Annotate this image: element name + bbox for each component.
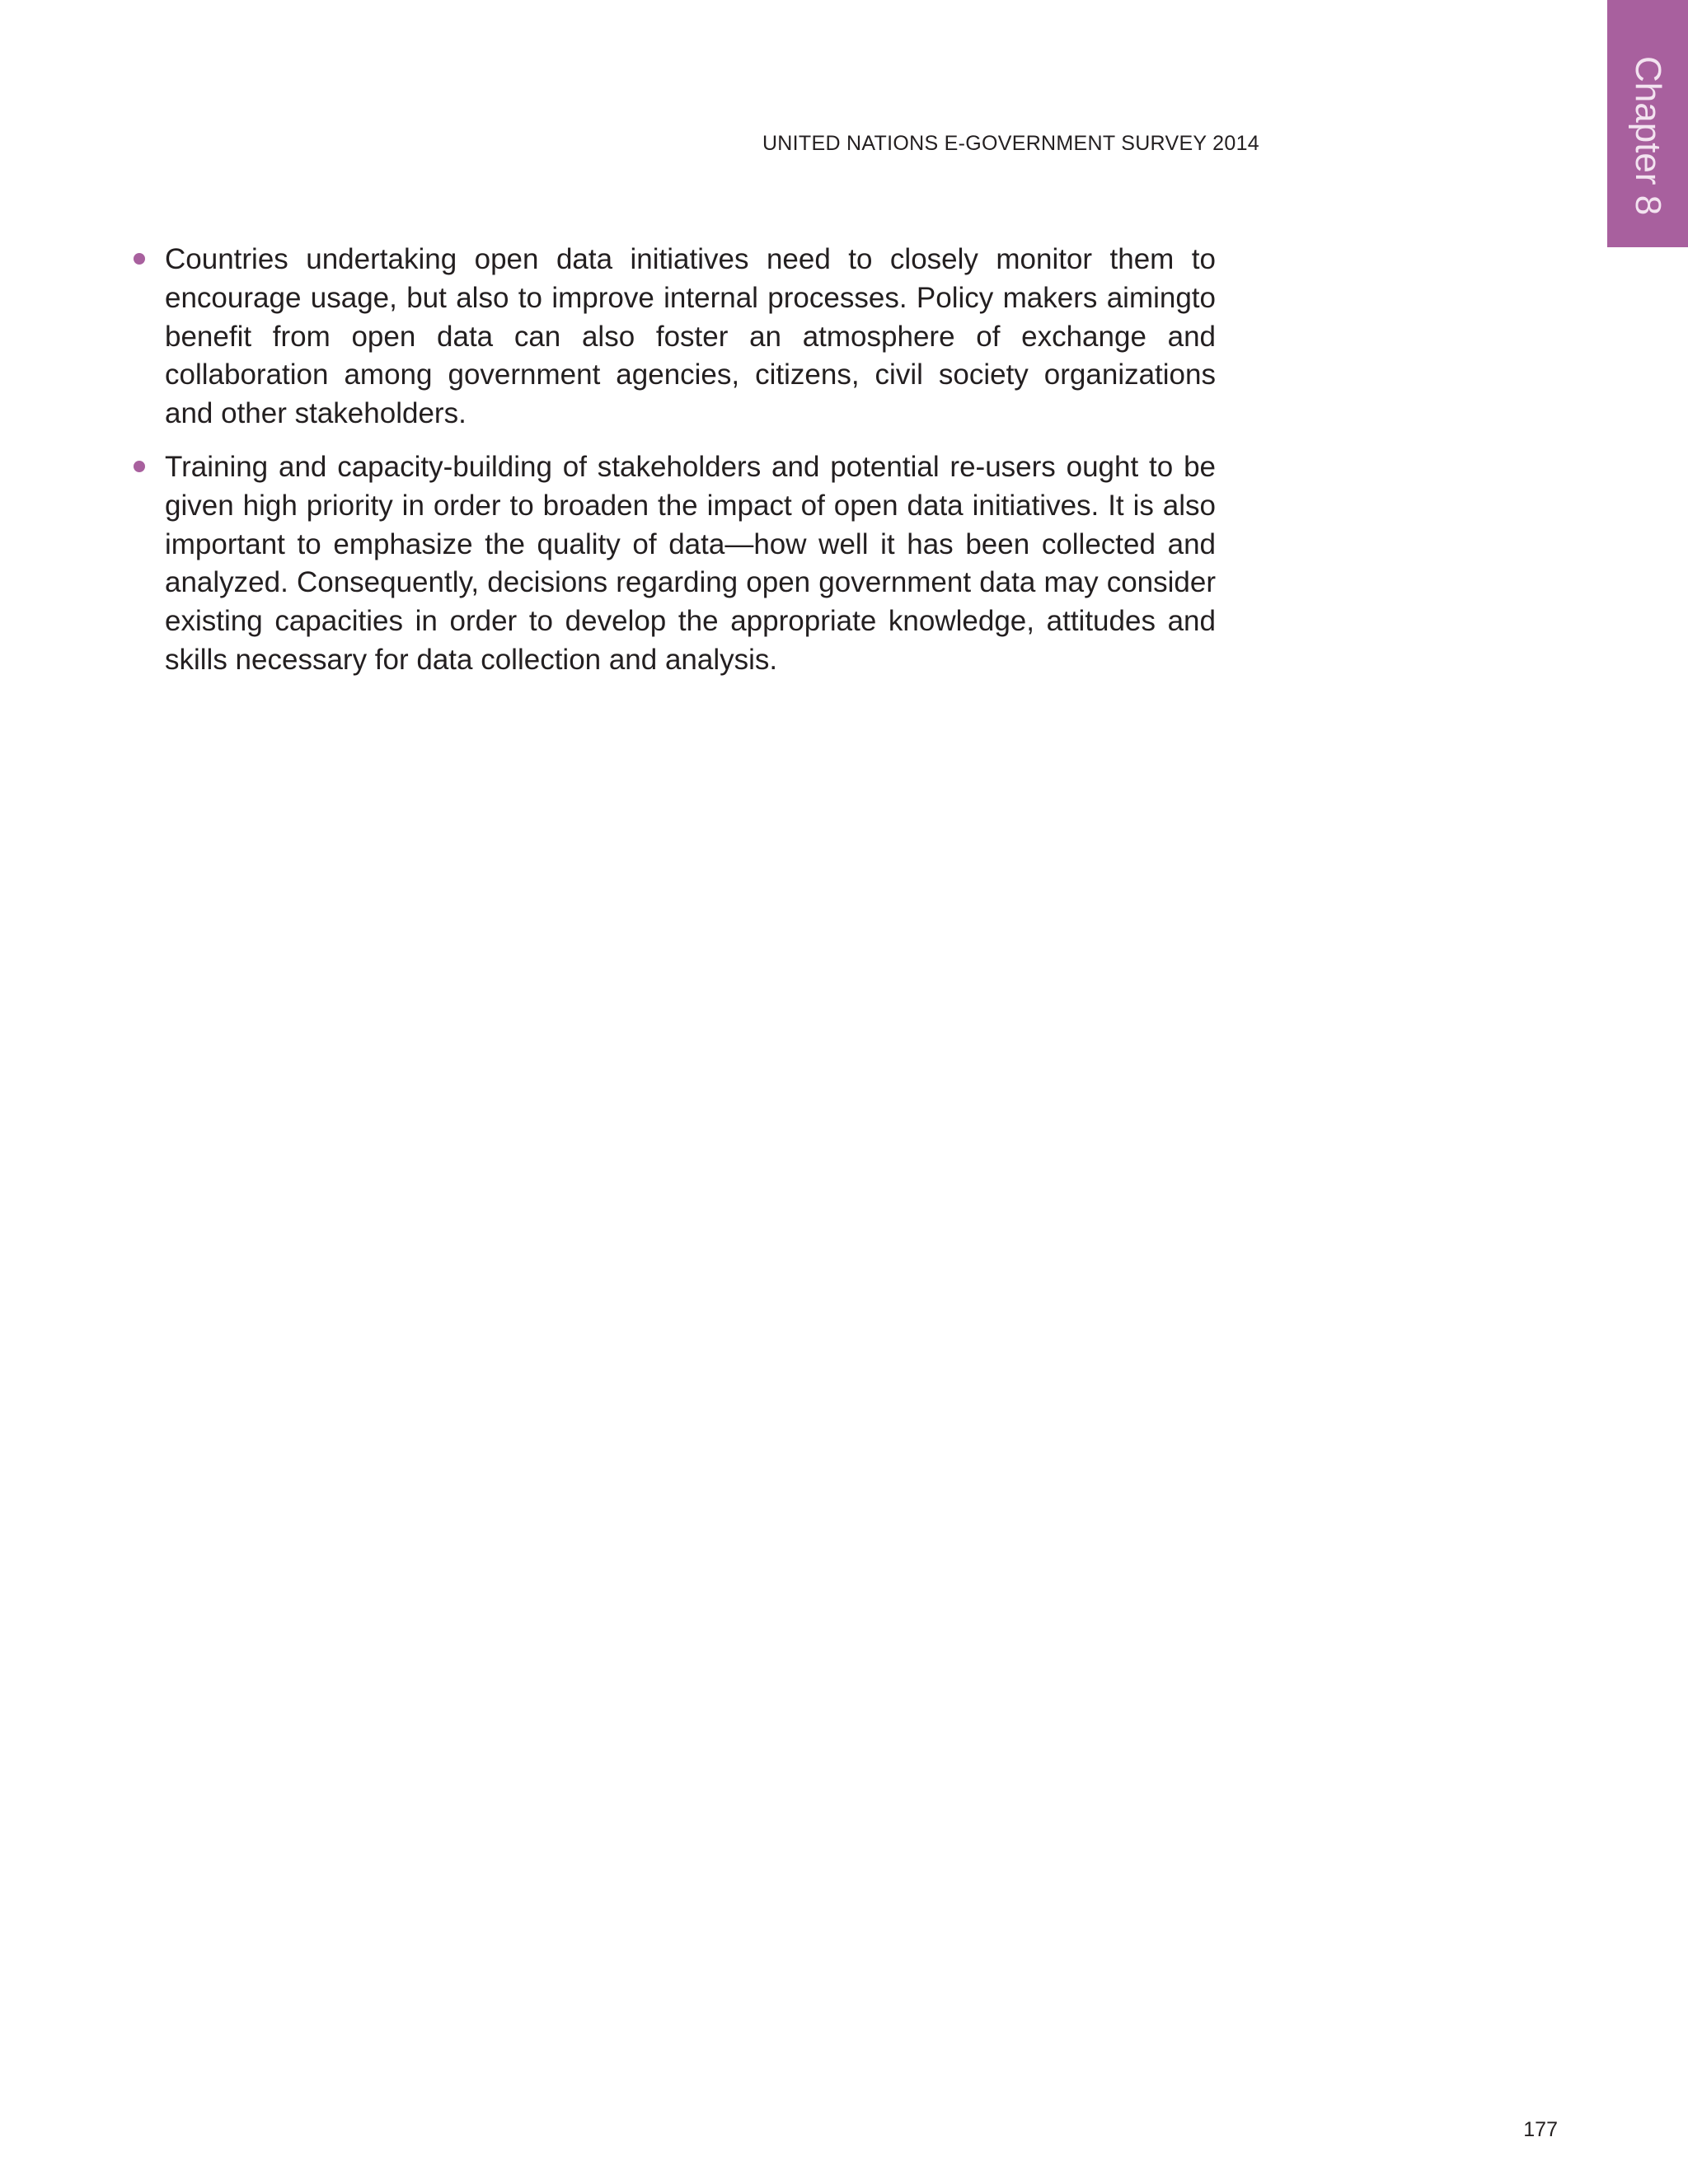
- bullet-item: [165, 448, 1216, 680]
- bullet-list: [165, 241, 1216, 695]
- bullet-dot-icon: [134, 253, 145, 265]
- bullet-item: [165, 241, 1216, 434]
- page-number: 177: [1523, 2118, 1558, 2141]
- chapter-tab-label: Chapter 8: [1628, 56, 1668, 216]
- bullet-dot-icon: [134, 461, 145, 472]
- running-header: UNITED NATIONS E-GOVERNMENT SURVEY 2014: [762, 132, 1259, 155]
- bullet-text: Training and capacity-building of stakeholders and potential re-users ought to be given high priority in order to broaden the impact of open data initiatives. It is also important to emphasize the quality of data—how well it has been collected and analyzed. Consequently, decisions regarding open government data may consider existing capacities in order to develop the appropriate knowledge, attitudes and skills necessary for data collection and analysis.: [165, 450, 1216, 676]
- bullet-text: Countries undertaking open data initiatives need to closely monitor them to encourage usage, but also to improve internal processes. Policy makers aimingto benefit from open data can also foster an atmosphere of exchange and collaboration among government agencies, citizens, civil society organizations and other stakeholders.: [165, 243, 1216, 430]
- chapter-tab: [1607, 0, 1688, 247]
